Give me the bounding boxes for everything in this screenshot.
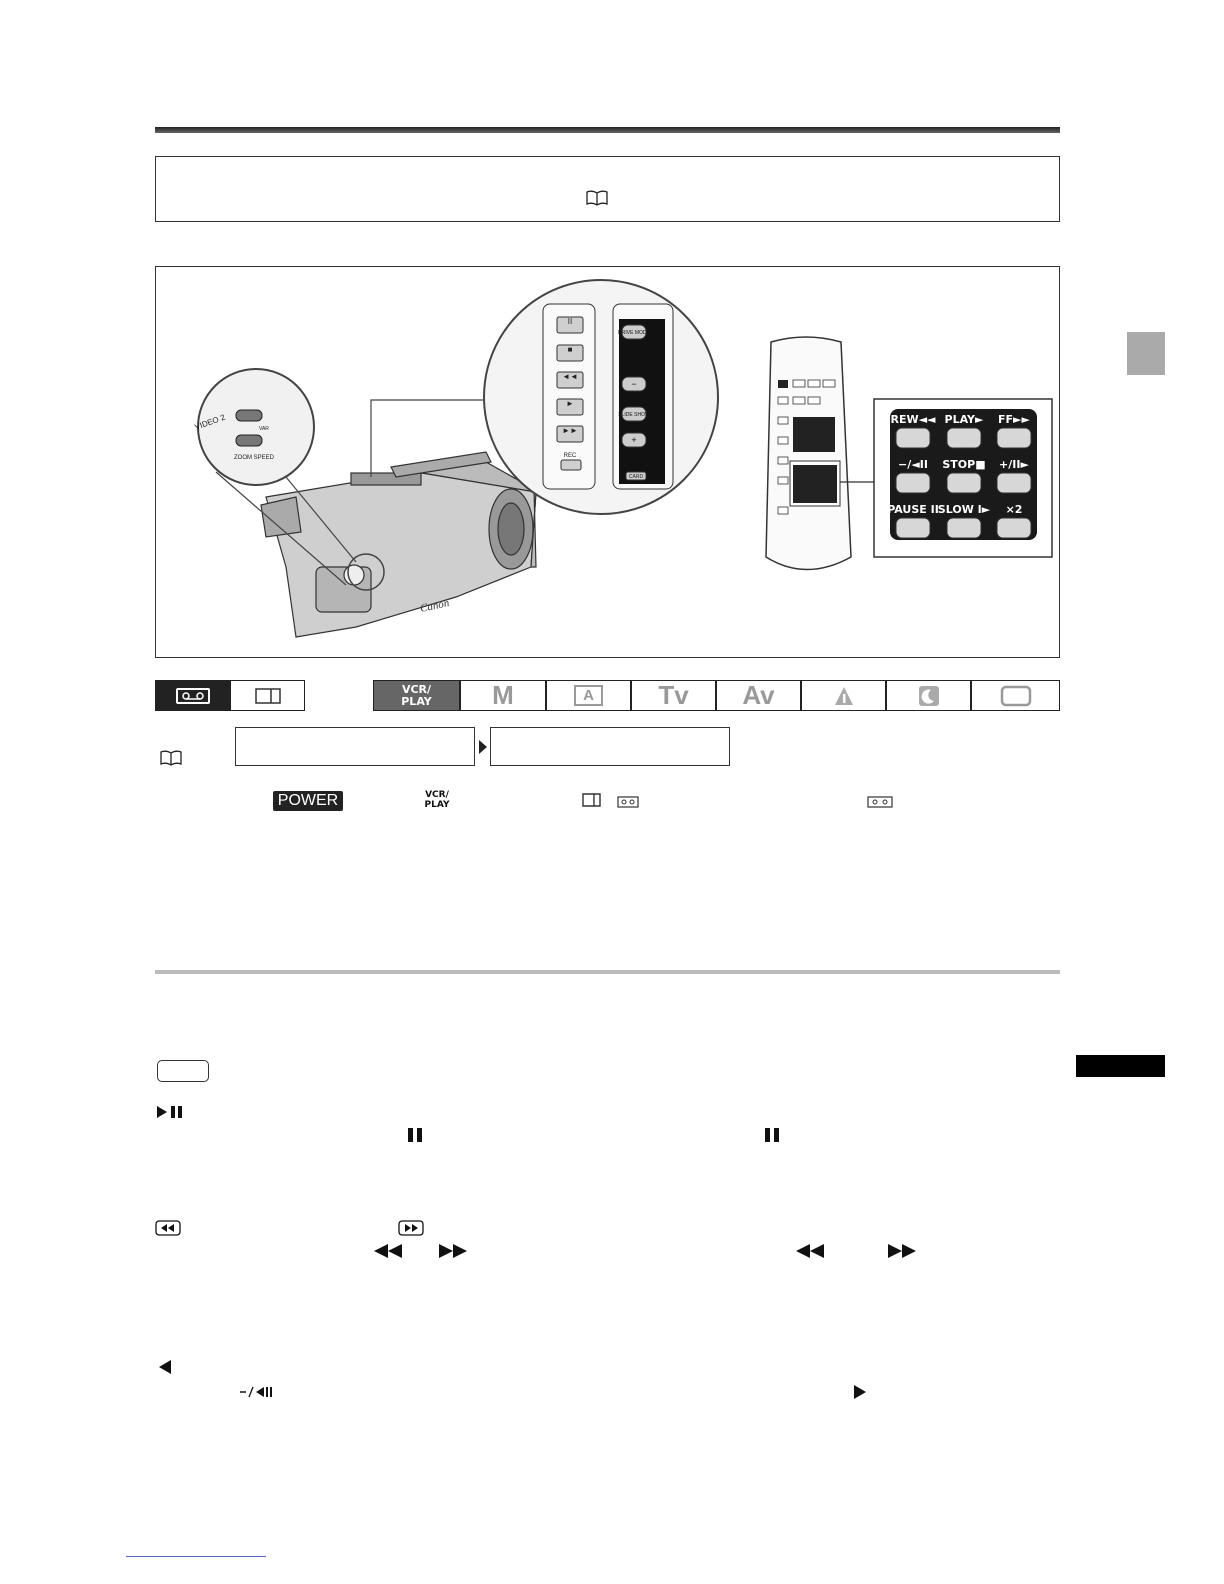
switch-label-var: VAR — [259, 426, 269, 432]
rewind-icon-2 — [794, 1243, 826, 1259]
mode-av-cell[interactable] — [716, 680, 801, 711]
mode-m-label: M — [492, 680, 514, 710]
card-mode-cell[interactable] — [230, 680, 305, 711]
menu-path-box-1 — [235, 727, 475, 766]
tape-mode-cell[interactable] — [155, 680, 230, 711]
switch-label-zoom: ZOOM SPEED — [234, 455, 275, 461]
cam-btn-stop: ■ — [567, 345, 573, 354]
cam-btn-drive-mode: DRIVE MODE — [618, 330, 650, 336]
remote-frame-advance-button — [997, 473, 1031, 493]
card-icon — [253, 686, 283, 706]
vcr-small-label-1: VCR/ — [425, 790, 449, 800]
brand-label: Canon — [419, 597, 451, 615]
easy-recording-icon — [833, 685, 855, 707]
cam-btn-plus: + — [631, 435, 637, 445]
remote-stop-button — [947, 473, 981, 493]
vcr-play-small — [424, 790, 450, 810]
card-icon-small — [582, 793, 602, 807]
book-icon — [586, 190, 608, 206]
remote-play-button — [947, 428, 981, 448]
rewind-key-icon — [155, 1220, 181, 1236]
cam-btn-ff: ►► — [562, 426, 578, 435]
remote-x2-button — [997, 518, 1031, 538]
frame-icon — [1000, 685, 1032, 707]
tape-icon — [176, 688, 210, 704]
mode-m-cell[interactable] — [460, 680, 546, 711]
cam-btn-card: CARD — [628, 474, 644, 480]
rewind-icon — [372, 1243, 404, 1259]
cam-btn-play: ► — [566, 399, 574, 408]
play-pause-icon — [155, 1104, 187, 1120]
footer-link-underline — [126, 1556, 266, 1557]
cam-btn-minus: − — [631, 379, 637, 389]
remote-pause-button — [896, 518, 930, 538]
remote-rew-label: REW◄◄ — [890, 413, 936, 426]
tape-icon-small — [617, 796, 639, 808]
remote-ff-button — [997, 428, 1031, 448]
note-box — [155, 156, 1060, 222]
mode-a-cell[interactable] — [546, 680, 631, 711]
vcr-label-2: PLAY — [401, 694, 432, 708]
remote-frame-advance-label: +/II► — [999, 458, 1029, 471]
menu-path-box-2 — [490, 727, 730, 766]
arrow-right-icon — [477, 739, 489, 755]
mode-a-label: A — [574, 685, 603, 706]
mode-tv-label: Tv — [658, 680, 689, 710]
remote-button-panel — [874, 399, 1052, 557]
vcr-label-1: VCR/ — [401, 682, 432, 696]
remote-slow-button — [947, 518, 981, 538]
top-rule — [155, 127, 1060, 133]
remote-slow-label: SLOW I► — [937, 503, 991, 516]
remote-play-label: PLAY► — [944, 413, 984, 426]
cam-btn-rec: REC — [563, 453, 577, 459]
camcorder-drawing — [261, 452, 536, 637]
remote-drawing — [766, 337, 874, 570]
reverse-play-icon — [157, 1359, 173, 1375]
button-keycap — [157, 1060, 209, 1082]
language-tab — [1076, 1055, 1165, 1077]
mode-easy-cell[interactable] — [801, 680, 886, 711]
remote-ff-label: FF►► — [998, 413, 1030, 426]
figure-box — [155, 266, 1060, 658]
figure-illustration — [156, 267, 1059, 657]
pause-icon — [405, 1127, 425, 1143]
mode-tv-cell[interactable] — [631, 680, 716, 711]
page-ref-book-icon — [160, 750, 184, 766]
remote-x2-label: ×2 — [1005, 503, 1023, 516]
pause-icon-2 — [762, 1127, 782, 1143]
mode-frame-cell[interactable] — [971, 680, 1060, 711]
minus-frame-back-icon — [238, 1385, 278, 1399]
mode-av-label: Av — [742, 680, 775, 710]
vcr-small-label-2: PLAY — [424, 800, 450, 810]
play-icon — [852, 1384, 868, 1400]
cam-btn-slide-show: SLIDE SHOW — [618, 412, 650, 418]
section-rule — [155, 970, 1060, 974]
remote-stop-label: STOP■ — [942, 458, 986, 471]
ff-key-icon — [398, 1220, 424, 1236]
cam-btn-rew: ◄◄ — [562, 372, 578, 381]
vcr-play-mode-cell[interactable] — [373, 680, 460, 711]
fast-forward-icon — [437, 1243, 469, 1259]
tape-icon-small-2 — [867, 796, 893, 808]
mode-night-cell[interactable] — [886, 680, 971, 711]
remote-rew-button — [896, 428, 930, 448]
cam-btn-pause: II — [567, 317, 573, 326]
remote-pause-label: PAUSE II — [887, 503, 939, 516]
media-selector — [155, 680, 305, 711]
remote-frame-back-button — [896, 473, 930, 493]
fast-forward-icon-2 — [886, 1243, 918, 1259]
night-mode-icon — [917, 685, 941, 707]
chapter-tab — [1127, 332, 1165, 375]
switch-label-video: VIDEO 2 — [193, 412, 227, 432]
power-badge: POWER — [273, 791, 343, 811]
mode-dial-bar — [373, 680, 1060, 711]
remote-frame-back-label: −/◄II — [898, 458, 928, 471]
